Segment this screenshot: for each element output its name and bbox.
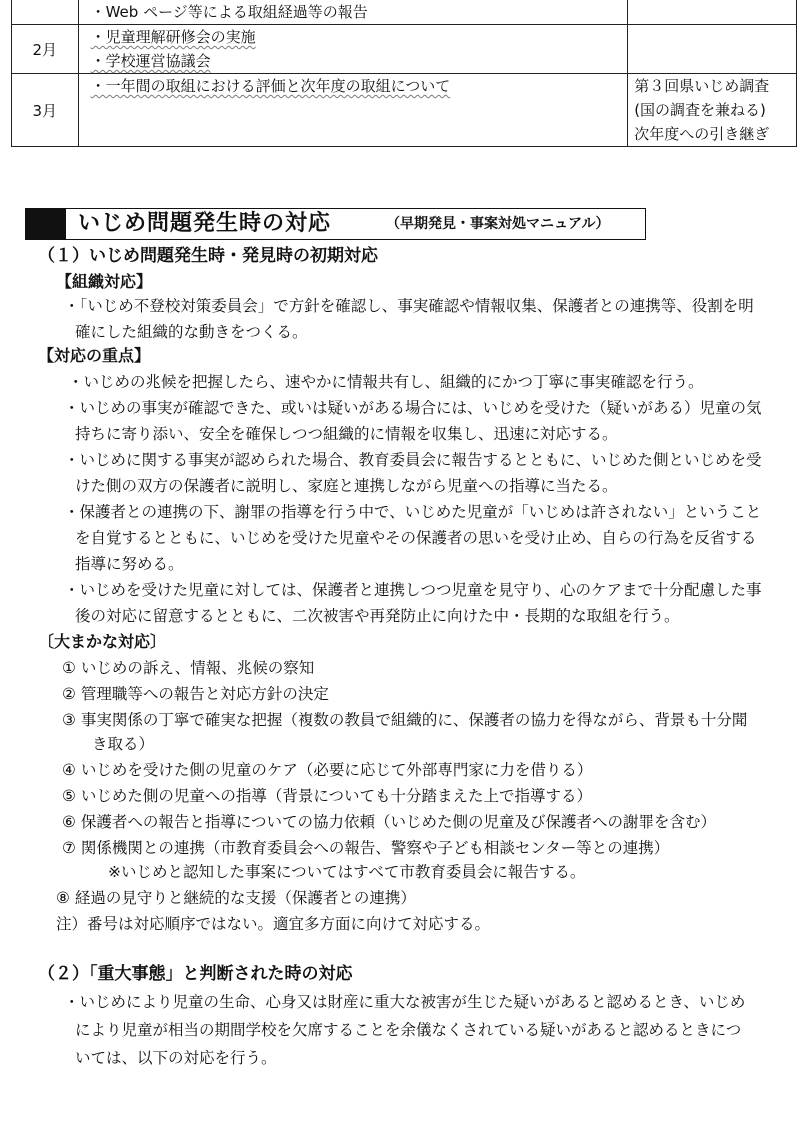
note-cell	[628, 25, 797, 74]
activity-line: ・一年間の取組における評価と次年度の取組について	[90, 77, 451, 95]
step-item: ② 管理職等への報告と対応方針の決定	[62, 685, 329, 703]
part1-heading: （１）いじめ問題発生時・発見時の初期対応	[38, 246, 378, 266]
table-row	[12, 25, 797, 74]
key-line: ・いじめの事実が確認できた、或いは疑いがある場合には、いじめを受けた（疑いがある）児童の気	[64, 399, 762, 417]
activity-cell	[78, 0, 628, 25]
step-item: ① いじめの訴え、情報、兆候の察知	[62, 659, 315, 677]
month-cell	[12, 0, 79, 25]
activity-line: ・学校運営協議会	[90, 52, 211, 70]
org-line: 確にした組織的な動きをつくる。	[75, 323, 308, 341]
key-line: 後の対応に留意するとともに、二次被害や再発防止に向けた中・長期的な取組を行う。	[75, 607, 680, 625]
note-cell	[628, 74, 797, 147]
key-line: を自覚するとともに、いじめを受けた児童やその保護者の思いを受け止め、自らの行為を反省する	[75, 529, 757, 547]
activity-cell	[78, 74, 628, 147]
step-item: ③ 事実関係の丁寧で確実な把握（複数の教員で組織的に、保護者の協力を得ながら、背景も十分聞	[62, 711, 748, 729]
step-item: ⑥ 保護者への報告と指導についての協力依頼（いじめた側の児童及び保護者への謝罪を含む）	[62, 813, 717, 831]
note-line: 第３回県いじめ調査	[634, 77, 770, 95]
month-cell: 2月	[12, 25, 79, 74]
step-item: ⑦ 関係機関との連携（市教育委員会への報告、警察や子ども相談センター等との連携）	[62, 839, 670, 857]
key-line: ・保護者との連携の下、謝罪の指導を行う中で、いじめた児童が「いじめは許されない」ということ	[64, 503, 762, 521]
section-title: いじめ問題発生時の対応	[78, 211, 332, 236]
section-marker-block	[26, 209, 66, 239]
org-heading: 【組織対応】	[56, 272, 153, 291]
step-note: ※いじめと認知した事案についてはすべて市教育委員会に報告する。	[108, 863, 586, 881]
key-line: ・いじめに関する事実が認められた場合、教育委員会に報告するとともに、いじめた側といじめを受	[64, 451, 762, 469]
step-item: き取る）	[92, 735, 155, 753]
org-line: ・「いじめ不登校対策委員会」で方針を確認し、事実確認や情報収集、保護者との連携等、役割を明	[64, 297, 754, 315]
rough-heading: 〔大まかな対応〕	[38, 632, 167, 651]
activity-cell	[78, 25, 628, 74]
note-cell	[628, 0, 797, 25]
month-cell: 3月	[12, 74, 79, 147]
note-line: 次年度への引き継ぎ	[634, 125, 770, 143]
key-line: 持ちに寄り添い、安全を確保しつつ組織的に情報を収集し、迅速に対応する。	[75, 425, 618, 443]
step-item: ④ いじめを受けた側の児童のケア（必要に応じて外部専門家に力を借りる）	[62, 761, 593, 779]
step-item: ⑤ いじめた側の児童への指導（背景についても十分踏まえた上で指導する）	[62, 787, 593, 805]
schedule-table	[11, 0, 797, 147]
key-heading: 【対応の重点】	[38, 346, 151, 365]
key-line: けた側の双方の保護者に説明し、家庭と連携しながら児童への指導に当たる。	[75, 477, 618, 495]
part2-line: いては、以下の対応を行う。	[75, 1049, 277, 1067]
key-line: ・いじめの兆候を把握したら、速やかに情報共有し、組織的にかつ丁寧に事実確認を行う。	[68, 373, 704, 391]
section-subtitle: （早期発見・事案対処マニュアル）	[386, 216, 610, 232]
key-line: ・いじめを受けた児童に対しては、保護者と連携しつつ児童を見守り、心のケアまで十分配慮した事	[64, 581, 762, 599]
note-line: (国の調査を兼ねる)	[634, 101, 766, 119]
table-row	[12, 74, 797, 147]
activity-line: ・Web ページ等による取組経過等の報告	[90, 3, 368, 21]
table-row	[12, 0, 797, 25]
order-note: 注）番号は対応順序ではない。適宜多方面に向けて対応する。	[56, 915, 491, 933]
step-item: ⑧ 経過の見守りと継続的な支援（保護者との連携）	[56, 889, 416, 907]
key-line: 指導に努める。	[75, 555, 184, 573]
part2-heading: （２）「重大事態」と判断された時の対応	[38, 964, 353, 984]
activity-line: ・児童理解研修会の実施	[90, 28, 256, 46]
part2-line: ・いじめにより児童の生命、心身又は財産に重大な被害が生じた疑いがあると認めるとき、いじめ	[64, 993, 746, 1011]
section-header	[25, 208, 646, 240]
part2-line: により児童が相当の期間学校を欠席することを余儀なくされている疑いがあると認めるときにつ	[75, 1021, 742, 1039]
